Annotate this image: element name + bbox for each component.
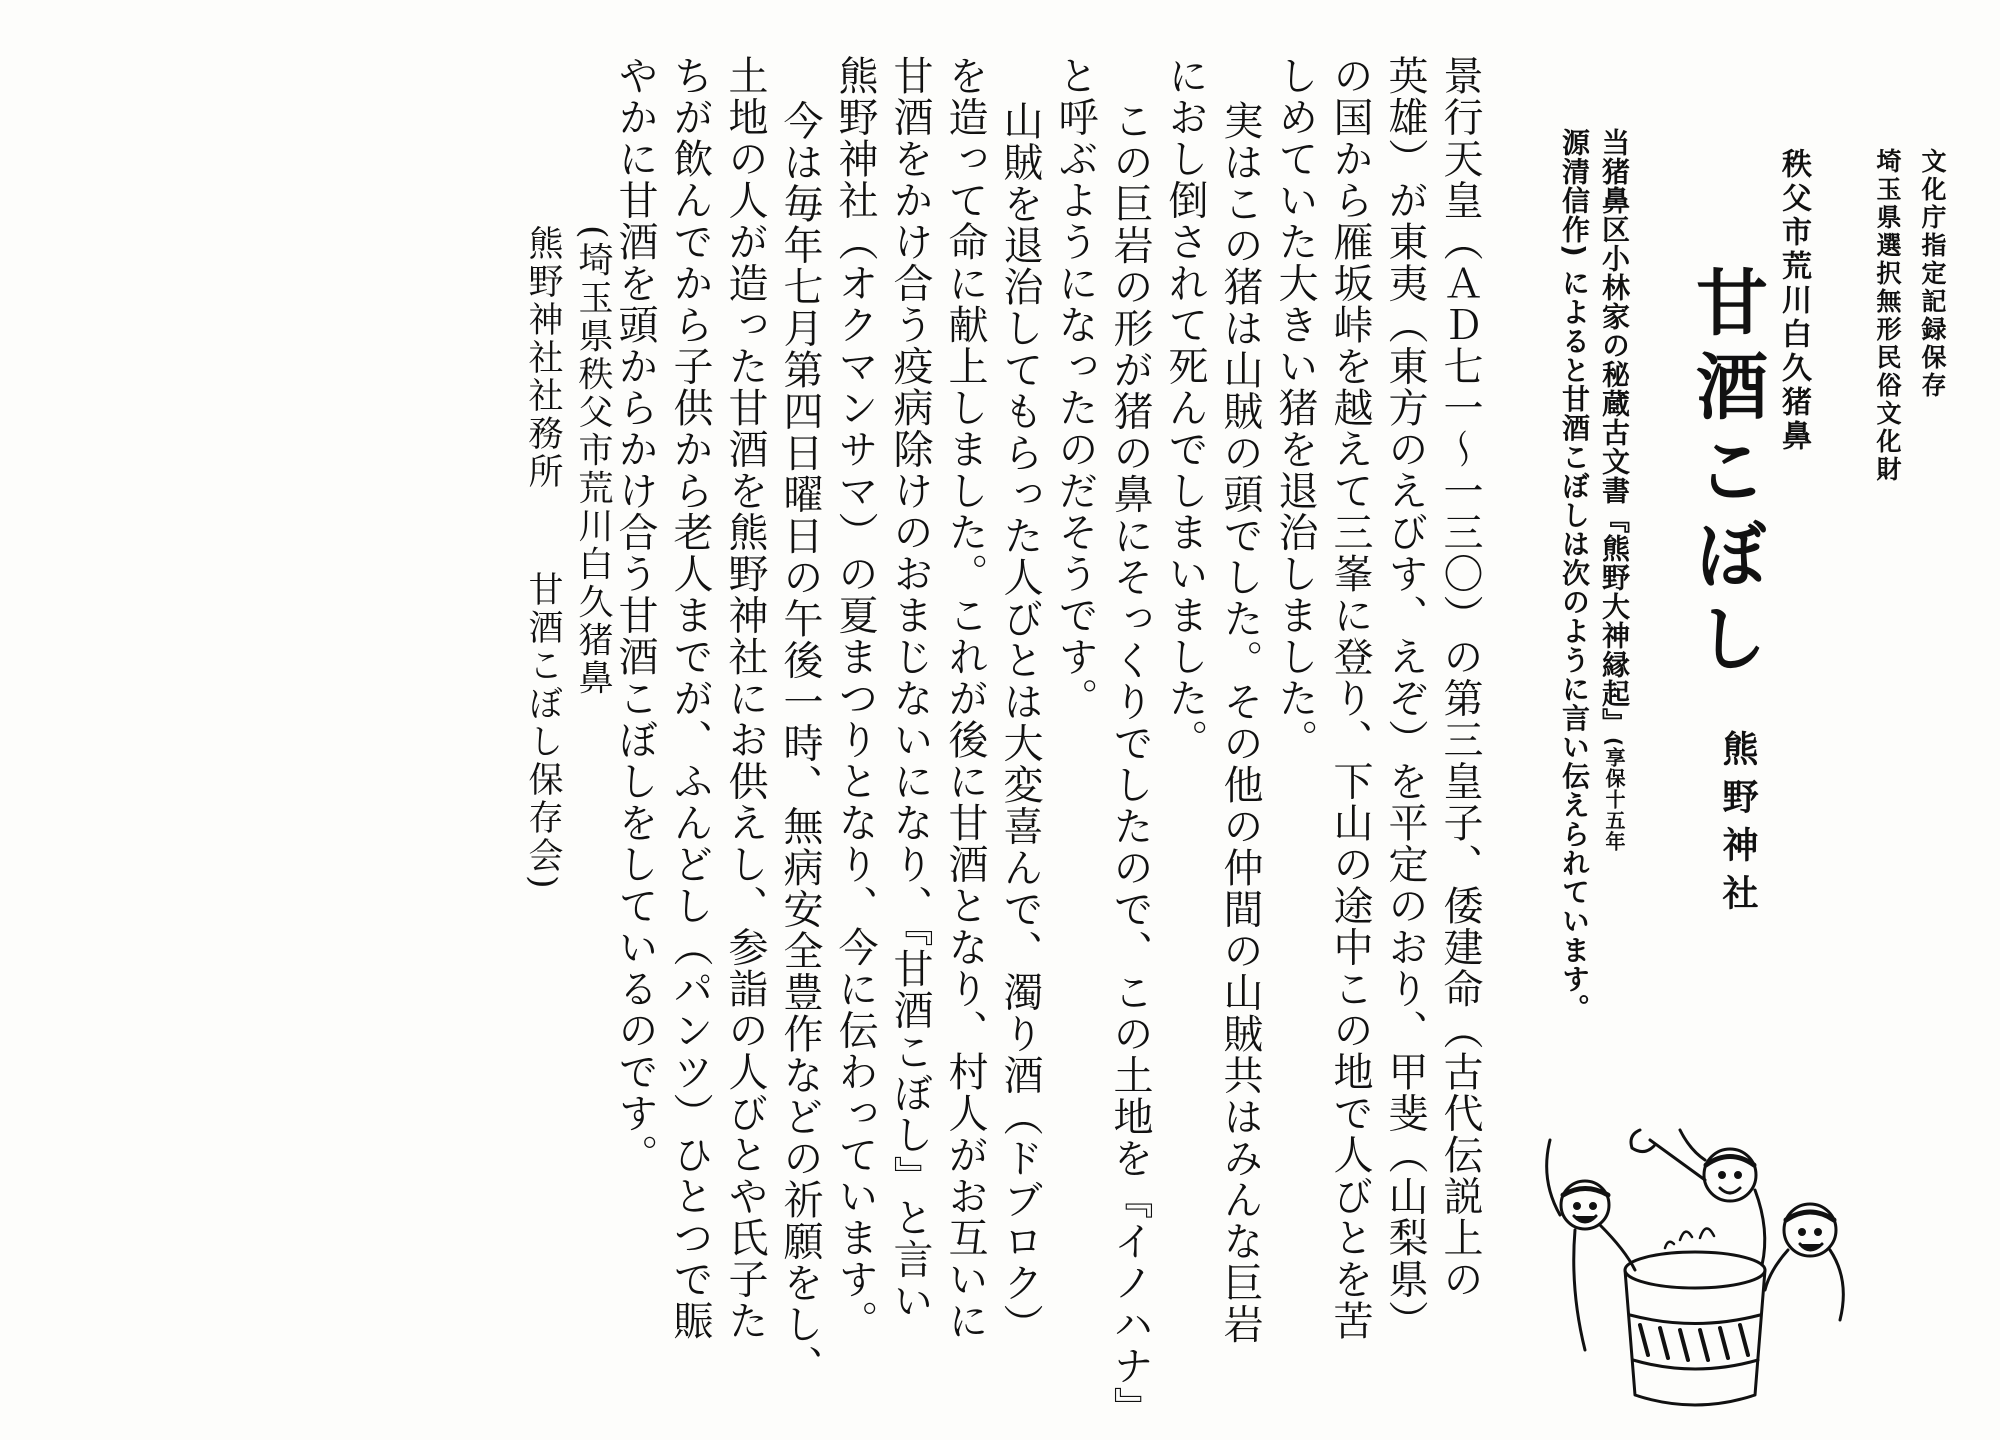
left-figure-band (1563, 1189, 1608, 1196)
barrel-band-2 (1633, 1360, 1758, 1369)
body-column-13: 今は毎年七月第四日曜日の午後一時、無病安全豊作などの祈願をし、 (777, 100, 823, 1387)
left-figure-body (1574, 1230, 1585, 1350)
body-column-1: 景行天皇（ＡＤ七一〜一三〇）の第三皇子、倭建命（古代伝説上の (1437, 55, 1483, 1300)
left-figure-arm (1547, 1140, 1560, 1215)
body-column-2: 英雄）が東夷（東方のえびす、えぞ）を平定のおり、甲斐（山梨県） (1382, 55, 1428, 1342)
body-column-7: この巨岩の形が猪の鼻にそっくりでしたので、この土地を『イノハナ』 (1107, 100, 1153, 1428)
credit-line-1: (埼玉県秩父市荒川白久猪鼻 (573, 225, 613, 698)
body-column-9: 山賊を退治してもらった人びとは大変喜んで、濁り酒（ドブロク） (997, 100, 1043, 1345)
certification-line-2: 埼玉県選択無形民俗文化財 (1873, 148, 1902, 484)
splash (1665, 1228, 1714, 1248)
body-column-12: 熊野神社（オクマンサマ）の夏まつりとなり、今に伝わっています。 (832, 55, 878, 1342)
body-column-10: を造って命に献上しました。これが後に甘酒となり、村人がお互いに (942, 55, 988, 1342)
certification-line-1: 文化庁指定記録保存 (1918, 148, 1947, 400)
intro-line-1-note: (享保十五年 (1602, 737, 1626, 853)
barrel-band-1 (1630, 1315, 1760, 1324)
ladle (1631, 1130, 1705, 1180)
intro-line-1-main: 当猪鼻区小林家の秘蔵古文書『熊野大神縁起』 (1598, 128, 1631, 737)
body-column-11: 甘酒をかけ合う疫病除けのおまじないになり、『甘酒こぼし』と言い (887, 55, 933, 1322)
body-column-6: におし倒されて死んでしまいました。 (1162, 55, 1208, 761)
place-name: 秩父市荒川白久猪鼻 (1776, 148, 1811, 454)
credit-line-2 (523, 225, 563, 892)
intro-line-1 (1598, 128, 1631, 853)
body-column-4: しめていた大きい猪を退治しました。 (1272, 55, 1318, 761)
credit-society: 甘酒こぼし保存会) (523, 571, 563, 892)
shrine-name: 熊野神社 (1717, 730, 1759, 922)
body-column-8: と呼ぶようになったのだそうです。 (1052, 55, 1098, 719)
barrel-rope (1640, 1325, 1748, 1360)
body-column-14: 土地の人が造った甘酒を熊野神社にお供えし、参詣の人びとや氏子た (722, 55, 768, 1342)
barrel-rim (1625, 1252, 1765, 1288)
body-column-5: 実はこの猪は山賊の頭でした。その他の仲間の山賊共はみんな巨岩 (1217, 100, 1263, 1345)
credit-office: 熊野神社社務所 (523, 225, 563, 491)
body-column-16: やかに甘酒を頭からかけ合う甘酒こぼしをしているのです。 (612, 55, 658, 1176)
festival-illustration (1530, 1120, 1860, 1420)
body-column-3: の国から雁坂峠を越えて三峯に登り、下山の途中この地で人びとを苦 (1327, 55, 1373, 1342)
page-title: 甘酒こぼし (1684, 265, 1769, 685)
body-column-15: ちが飲んでから子供から老人までが、ふんどし（パンツ）ひとつで賑 (667, 55, 713, 1342)
intro-line-2: 源清信作) によると甘酒こぼしは次のように言い伝えられています。 (1558, 128, 1591, 1023)
